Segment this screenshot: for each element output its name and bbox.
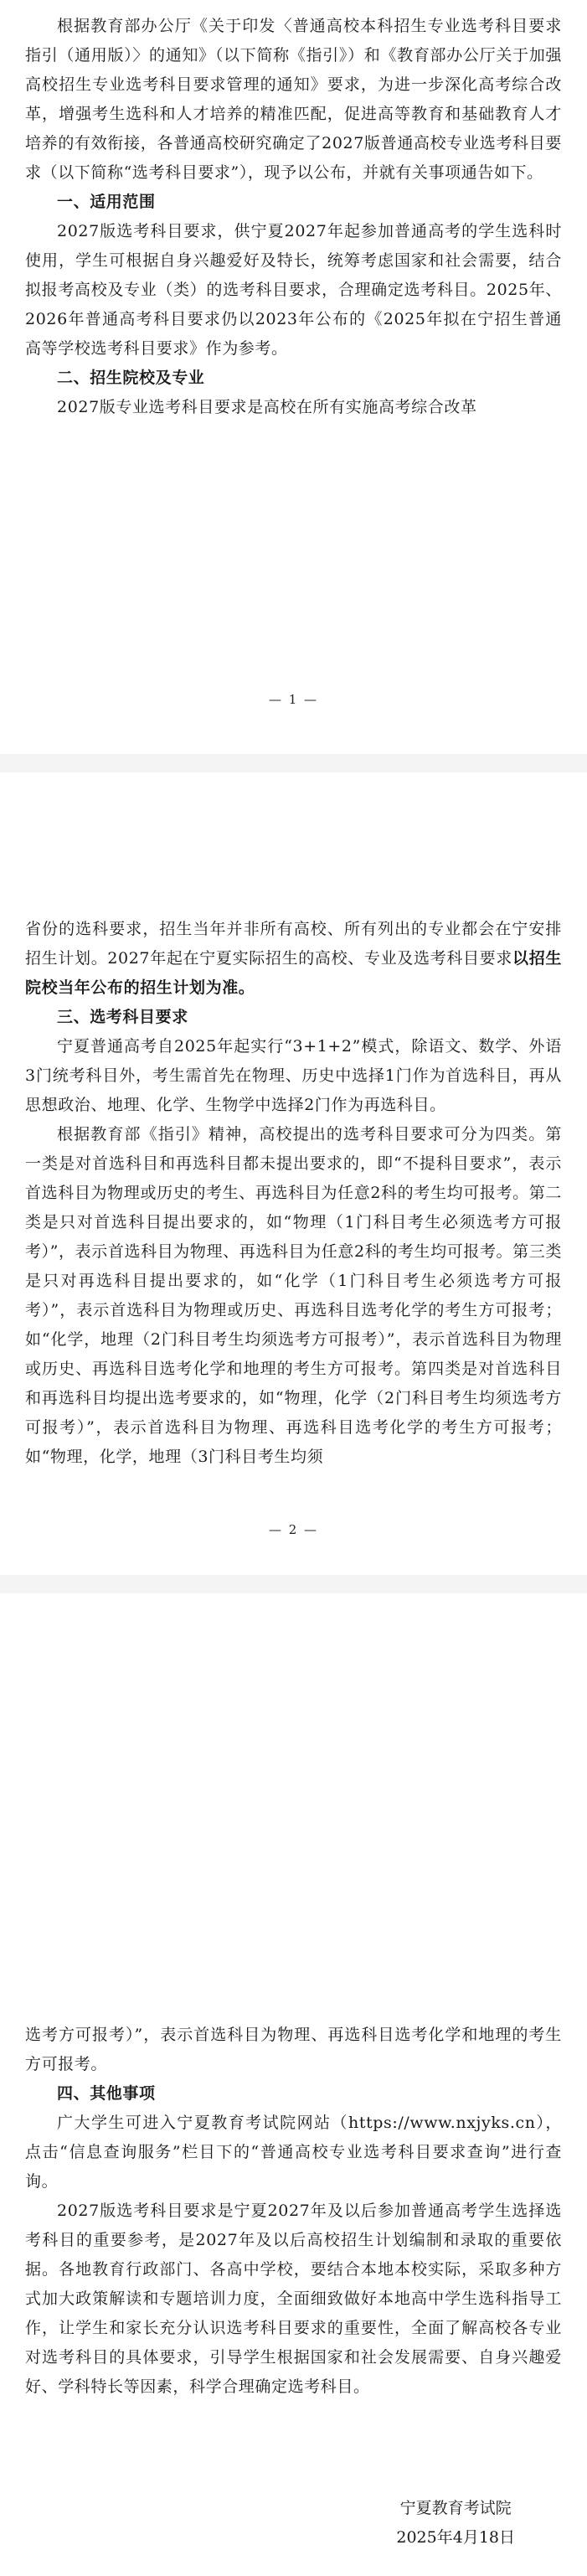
requirements-paragraph-cont: 选考方可报考）”，表示首选科目为物理、再选科目选考化学和地理的考生方可报考。	[25, 2026, 562, 2073]
requirements-paragraph-2: 根据教育部《指引》精神，高校提出的选考科目要求可分为四类。第一类是对首选科目和再选科目都未提出要求的，即“不提科目要求”，表示首选科目为物理或历史的考生、再选科目为任意2科的考生均可报考。第二类是只对首选科目提出要求的，如“物理（1门科目考生必须选考方可报考）”，表示首选科目为物理、再选科目为任意2科的考生均可报考。第三类是只对再选科目提出要求的，如“化学（1门科目考生必须选考方可报考）”，表示首选科目为物理或历史、再选科目选考化学的考生方可报考；如“化学，地理（2门科目考生均须选考方可报考）”，表示首选科目为物理或历史、再选科目选考化学和地理的考生方可报考。第四类是对首选科目和再选科目均提出选考要求的，如“物理，化学（2门科目考生均须选考方可报考）”，表示首选科目为物理、再选科目选考化学的考生方可报考；如“物理，化学，地理（3门科目考生均须	[25, 1125, 562, 1466]
scope-paragraph: 2027版选考科目要求，供宁夏2027年起参加普通高考的学生选科时使用，学生可根据自身兴趣爱好及特长，统筹考虑国家和社会需要，结合拟报考高校及专业（类）的选考科目要求，合理确定选考科目。2025年、2026年普通高考科目要求仍以2023年公布的《2025年拟在宁招生普通高等学校选考科目要求》作为参考。	[25, 222, 562, 358]
heading-requirements: 三、选考科目要求	[57, 1008, 188, 1026]
heading-scope: 一、适用范围	[57, 193, 156, 211]
other-paragraph-1: 广大学生可进入宁夏教育考试院网站（https://www.nxjyks.cn），点击“信息查询服务”栏目下的“普通高校专业选考科目要求查询”进行查询。	[25, 2114, 562, 2191]
document-page-1	[0, 0, 587, 754]
heading-schools: 二、招生院校及专业	[57, 369, 205, 387]
page-1-body	[25, 12, 562, 422]
heading-other: 四、其他事项	[57, 2084, 156, 2103]
schools-paragraph-start: 2027版专业选考科目要求是高校在所有实施高考综合改革	[57, 398, 477, 416]
schools-paragraph-cont	[25, 915, 562, 1003]
schools-text: 省份的选科要求，招生当年并非所有高校、所有列出的专业都会在宁安排招生计划。2027年起在宁夏实际招生的高校、专业及选考科目要求	[25, 920, 562, 968]
other-paragraph-2: 2027版选考科目要求是宁夏2027年及以后参加普通高考学生选择选考科目的重要参考，是2027年及以后高校招生计划编制和录取的重要依据。各地教育行政部门、各高中学校，要结合本地本校实际，采取多种方式加大政策解读和专题培训力度，全面细致做好本地高中学生选科指导工作，让学生和家长充分认识选考科目要求的重要性，全面了解高校各专业对选考科目的具体要求，引导学生根据国家和社会发展需要、自身兴趣爱好、学科特长等因素，科学合理确定选考科目。	[25, 2202, 562, 2396]
schools-emphasis: 以招生院校当年公布的招生计划为准。	[25, 949, 562, 997]
page-gap	[0, 754, 587, 772]
document-page-3	[0, 1593, 587, 2576]
page-gap	[0, 1575, 587, 1593]
signature-org: 宁夏教育考试院	[399, 2499, 512, 2517]
intro-paragraph: 根据教育部办公厅《关于印发〈普通高校本科招生专业选考科目要求指引（通用版）〉的通知》（以下简称《指引》）和《教育部办公厅关于加强高校招生专业选考科目要求管理的通知》要求，为进一步深化高考综合改革，增强考生选科和人才培养的精准匹配，促进高等教育和基础教育人才培养的有效衔接，各普通高校研究确定了2027版普通高校专业选考科目要求（以下简称“选考科目要求”），现予以公布，并就有关事项通告如下。	[25, 17, 562, 182]
page-number-1: — 1 —	[268, 692, 319, 707]
page-2-body	[25, 915, 562, 1472]
requirements-paragraph-1: 宁夏普通高考自2025年起实行“3+1+2”模式，除语文、数学、外语3门统考科目外，考生需首先在物理、历史中选择1门作为首选科目，再从思想政治、地理、化学、生物学中选择2门作为再选科目。	[25, 1037, 562, 1114]
signature-date: 2025年4月18日	[396, 2528, 515, 2547]
page-3-body	[25, 2021, 562, 2402]
page-number-2: — 2 —	[268, 1522, 319, 1537]
document-page-2	[0, 772, 587, 1575]
signature-block	[396, 2494, 515, 2553]
